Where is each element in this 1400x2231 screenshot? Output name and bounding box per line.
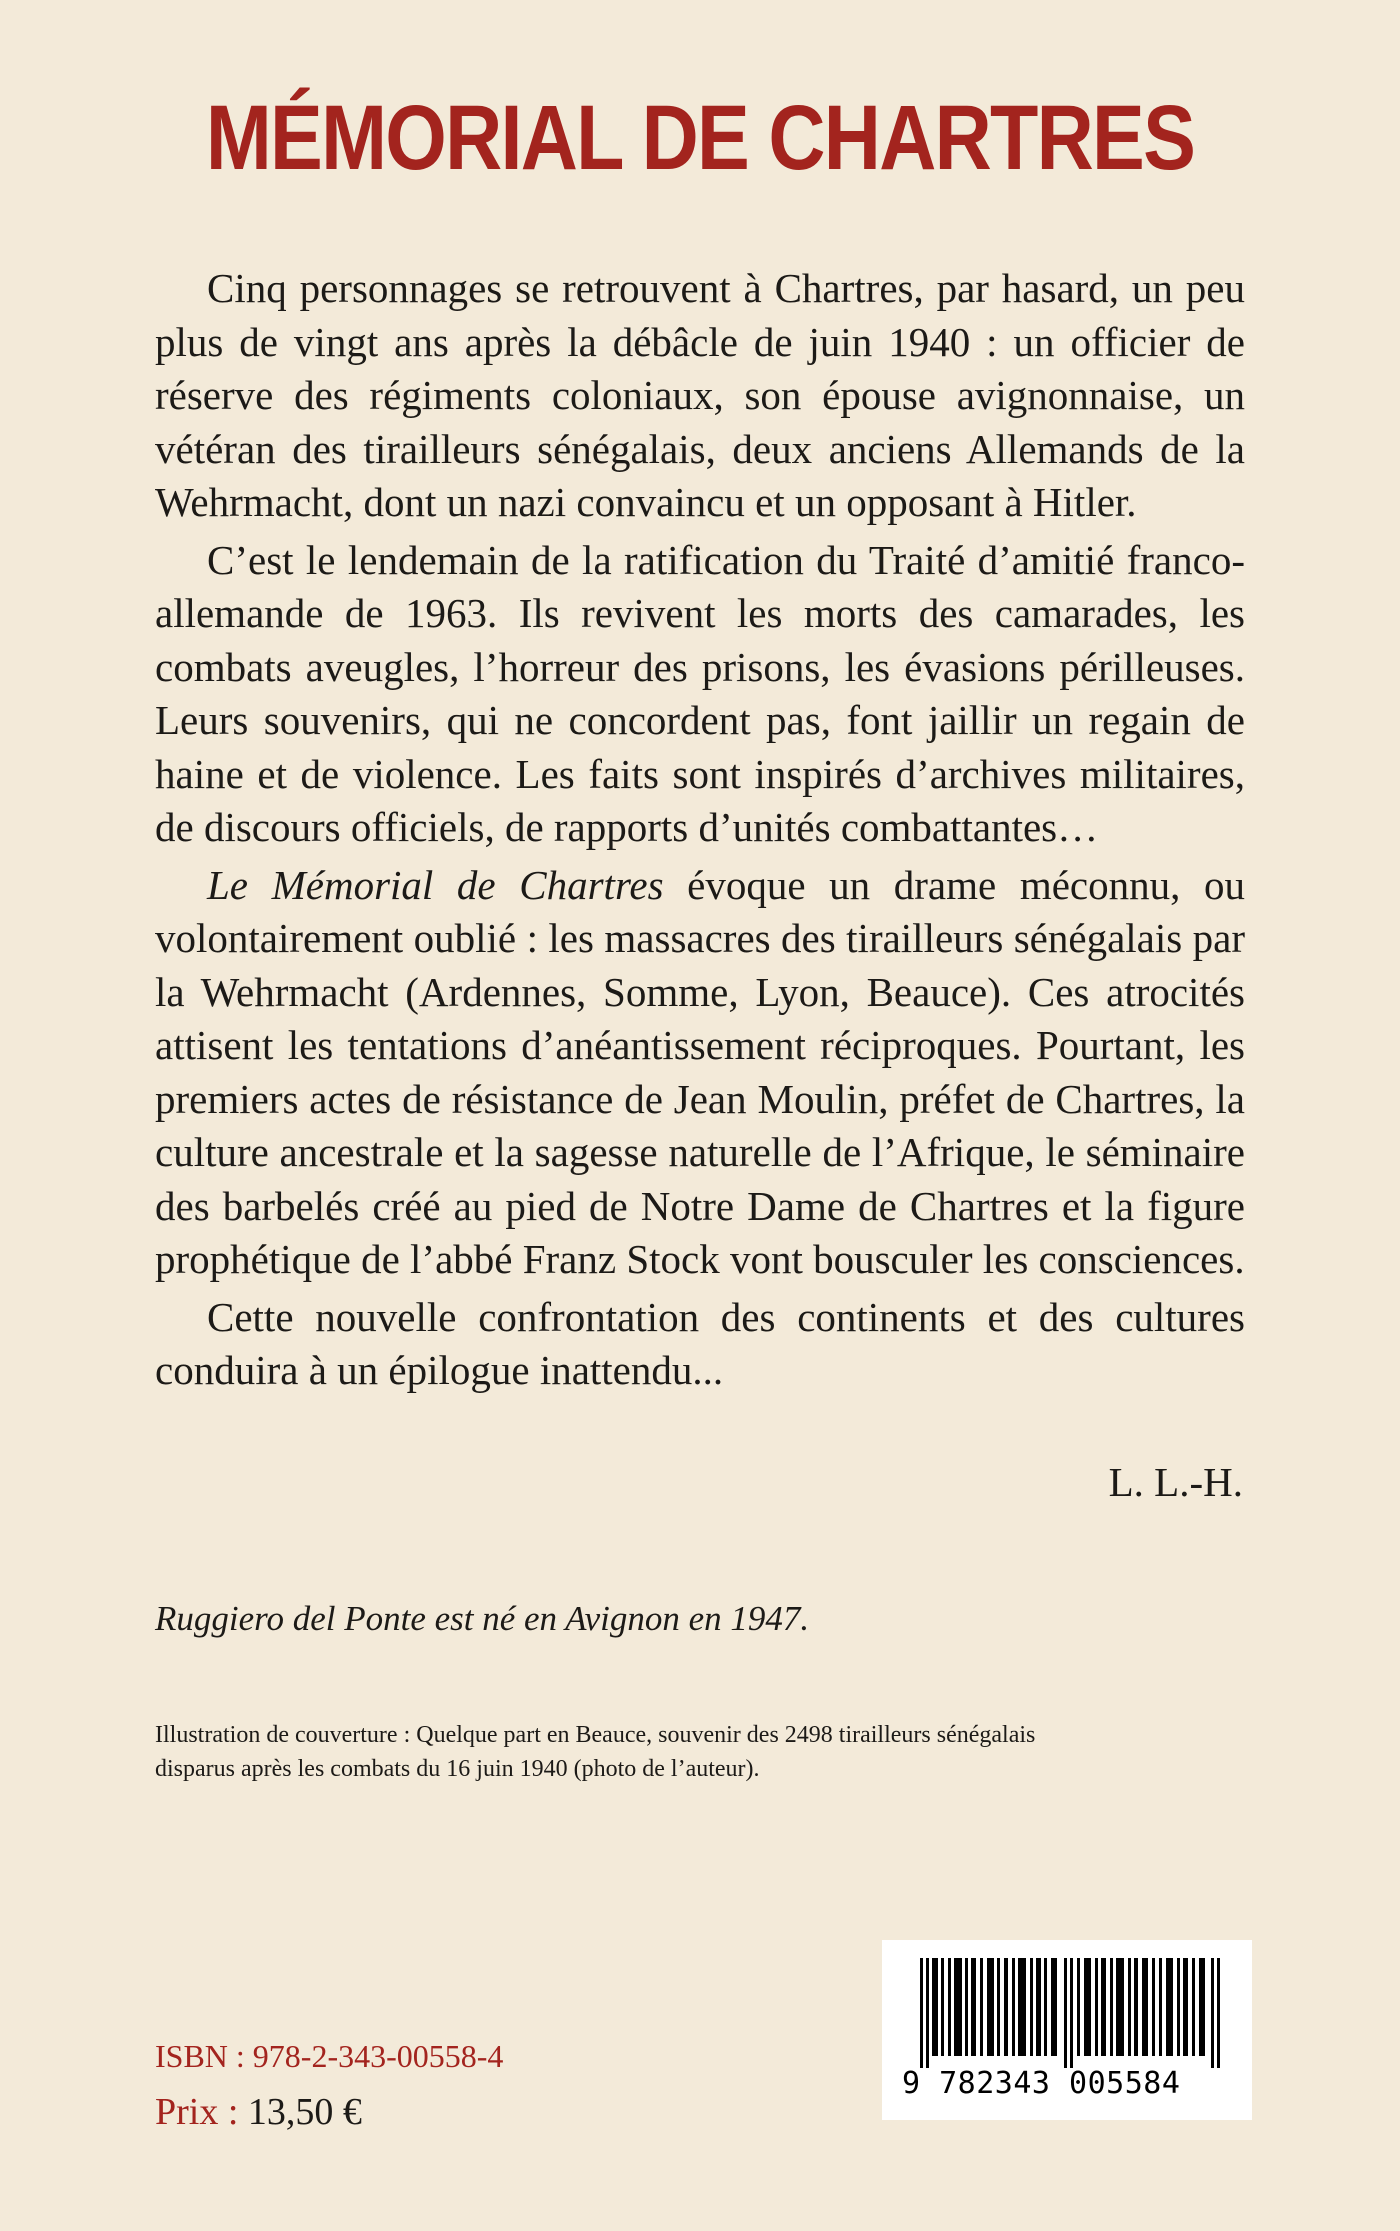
blurb-paragraph-3-text: évoque un drame méconnu, ou volontairement oublié : les massacres des tirailleurs sénégalais par la Wehrmacht (Ardennes, Somme, Lyon, Beauce). Ces atrocités attisent les tentations d’anéantissement réciproques. Pourtant, les premiers actes de résistance de Jean Moulin, préfet de Chartres, la culture ancestrale et la sagesse naturelle de l’Afrique, le séminaire des barbelés créé au pied de Notre Dame de Chartres et la figure prophétique de l’abbé Franz Stock vont bousculer les consciences. [155,861,1245,1282]
price [155,2089,362,2135]
author-note: Ruggiero del Ponte est né en Avignon en 1947. [155,1599,810,1638]
blurb-paragraph-2: C’est le lendemain de la ratification du Traité d’amitié franco-allemande de 1963. Ils revivent les morts des camarades, les combats aveugles, l’horreur des prisons, les évasions périlleuses. Leurs souvenirs, qui ne concordent pas, font jaillir un regain de haine et de violence. Les faits sont inspirés d’archives militaires, de discours officiels, de rapports d’unités combattantes… [155,536,1245,850]
blurb-paragraph-1: Cinq personnages se retrouvent à Chartres, par hasard, un peu plus de vingt ans après la débâcle de juin 1940 : un officier de réserve des régiments coloniaux, son épouse avignonnaise, un vétéran des tirailleurs sénégalais, deux anciens Allemands de la Wehrmacht, dont un nazi convaincu et un opposant à Hitler. [155,265,1245,525]
isbn: ISBN : 978-2-343-00558-4 [155,2038,504,2074]
book-title-italic: Le Mémorial de Chartres [207,861,664,908]
barcode-bars [920,1958,1220,2068]
blurb-paragraph-4: Cette nouvelle confrontation des continents et des cultures conduira à un épilogue inattendu... [155,1293,1245,1393]
book-title: MÉMORIAL DE CHARTRES [205,87,1195,189]
barcode-digits: 9 782343 005584 [902,2066,1181,2101]
illustration-credit-line-1: Illustration de couverture : Quelque part en Beauce, souvenir des 2498 tirailleurs sénégalais [155,1722,1036,1748]
illustration-credit-line-2: disparus après les combats du 16 juin 1940 (photo de l’auteur). [155,1756,760,1782]
blurb [155,262,1245,1398]
price-value: 13,50 € [247,2091,362,2133]
illustration-credit [155,1718,1245,1786]
barcode [882,1940,1252,2120]
price-label: Prix : [155,2091,239,2133]
blurb-paragraph-3 [155,859,1245,1287]
signature: L. L.-H. [1108,1459,1243,1505]
